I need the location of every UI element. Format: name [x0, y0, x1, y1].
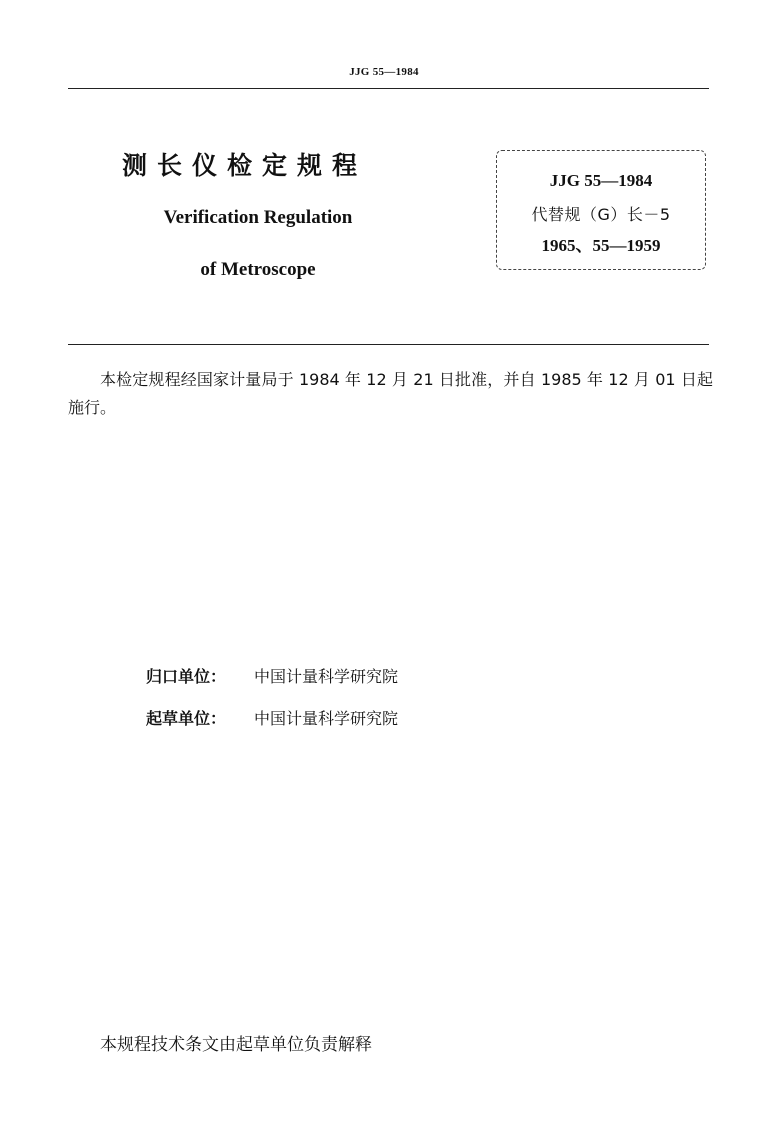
code-box-replaced-codes: 1965、55—1959: [541, 236, 661, 255]
responsible-unit-row: [146, 664, 398, 687]
approval-statement: 本检定规程经国家计量局于 1984 年 12 月 21 日批准，并自 1985 年 12 月 01 日起施行。: [68, 370, 713, 417]
drafting-unit-label: 起草单位：: [146, 709, 227, 728]
regulation-code-box: [496, 150, 706, 270]
drafting-unit-value: 中国计量科学研究院: [254, 709, 399, 728]
drafting-unit-row: [146, 706, 398, 729]
running-header-code: JJG 55—1984: [349, 66, 419, 78]
code-box-number: JJG 55—1984: [549, 171, 653, 190]
interpretation-note: 本规程技术条文由起草单位负责解释: [100, 1035, 372, 1055]
document-title-english-line2: of Metroscope: [200, 259, 316, 280]
responsible-unit-label: 归口单位：: [146, 667, 227, 686]
code-box-replaces: 代替规（G）长－5: [531, 205, 671, 224]
document-title-english-line1: Verification Regulation: [163, 207, 353, 228]
document-title-chinese: 测长仪检定规程: [122, 151, 368, 180]
header-rule: [68, 88, 709, 89]
responsible-unit-value: 中国计量科学研究院: [254, 667, 399, 686]
section-divider: [68, 344, 709, 345]
